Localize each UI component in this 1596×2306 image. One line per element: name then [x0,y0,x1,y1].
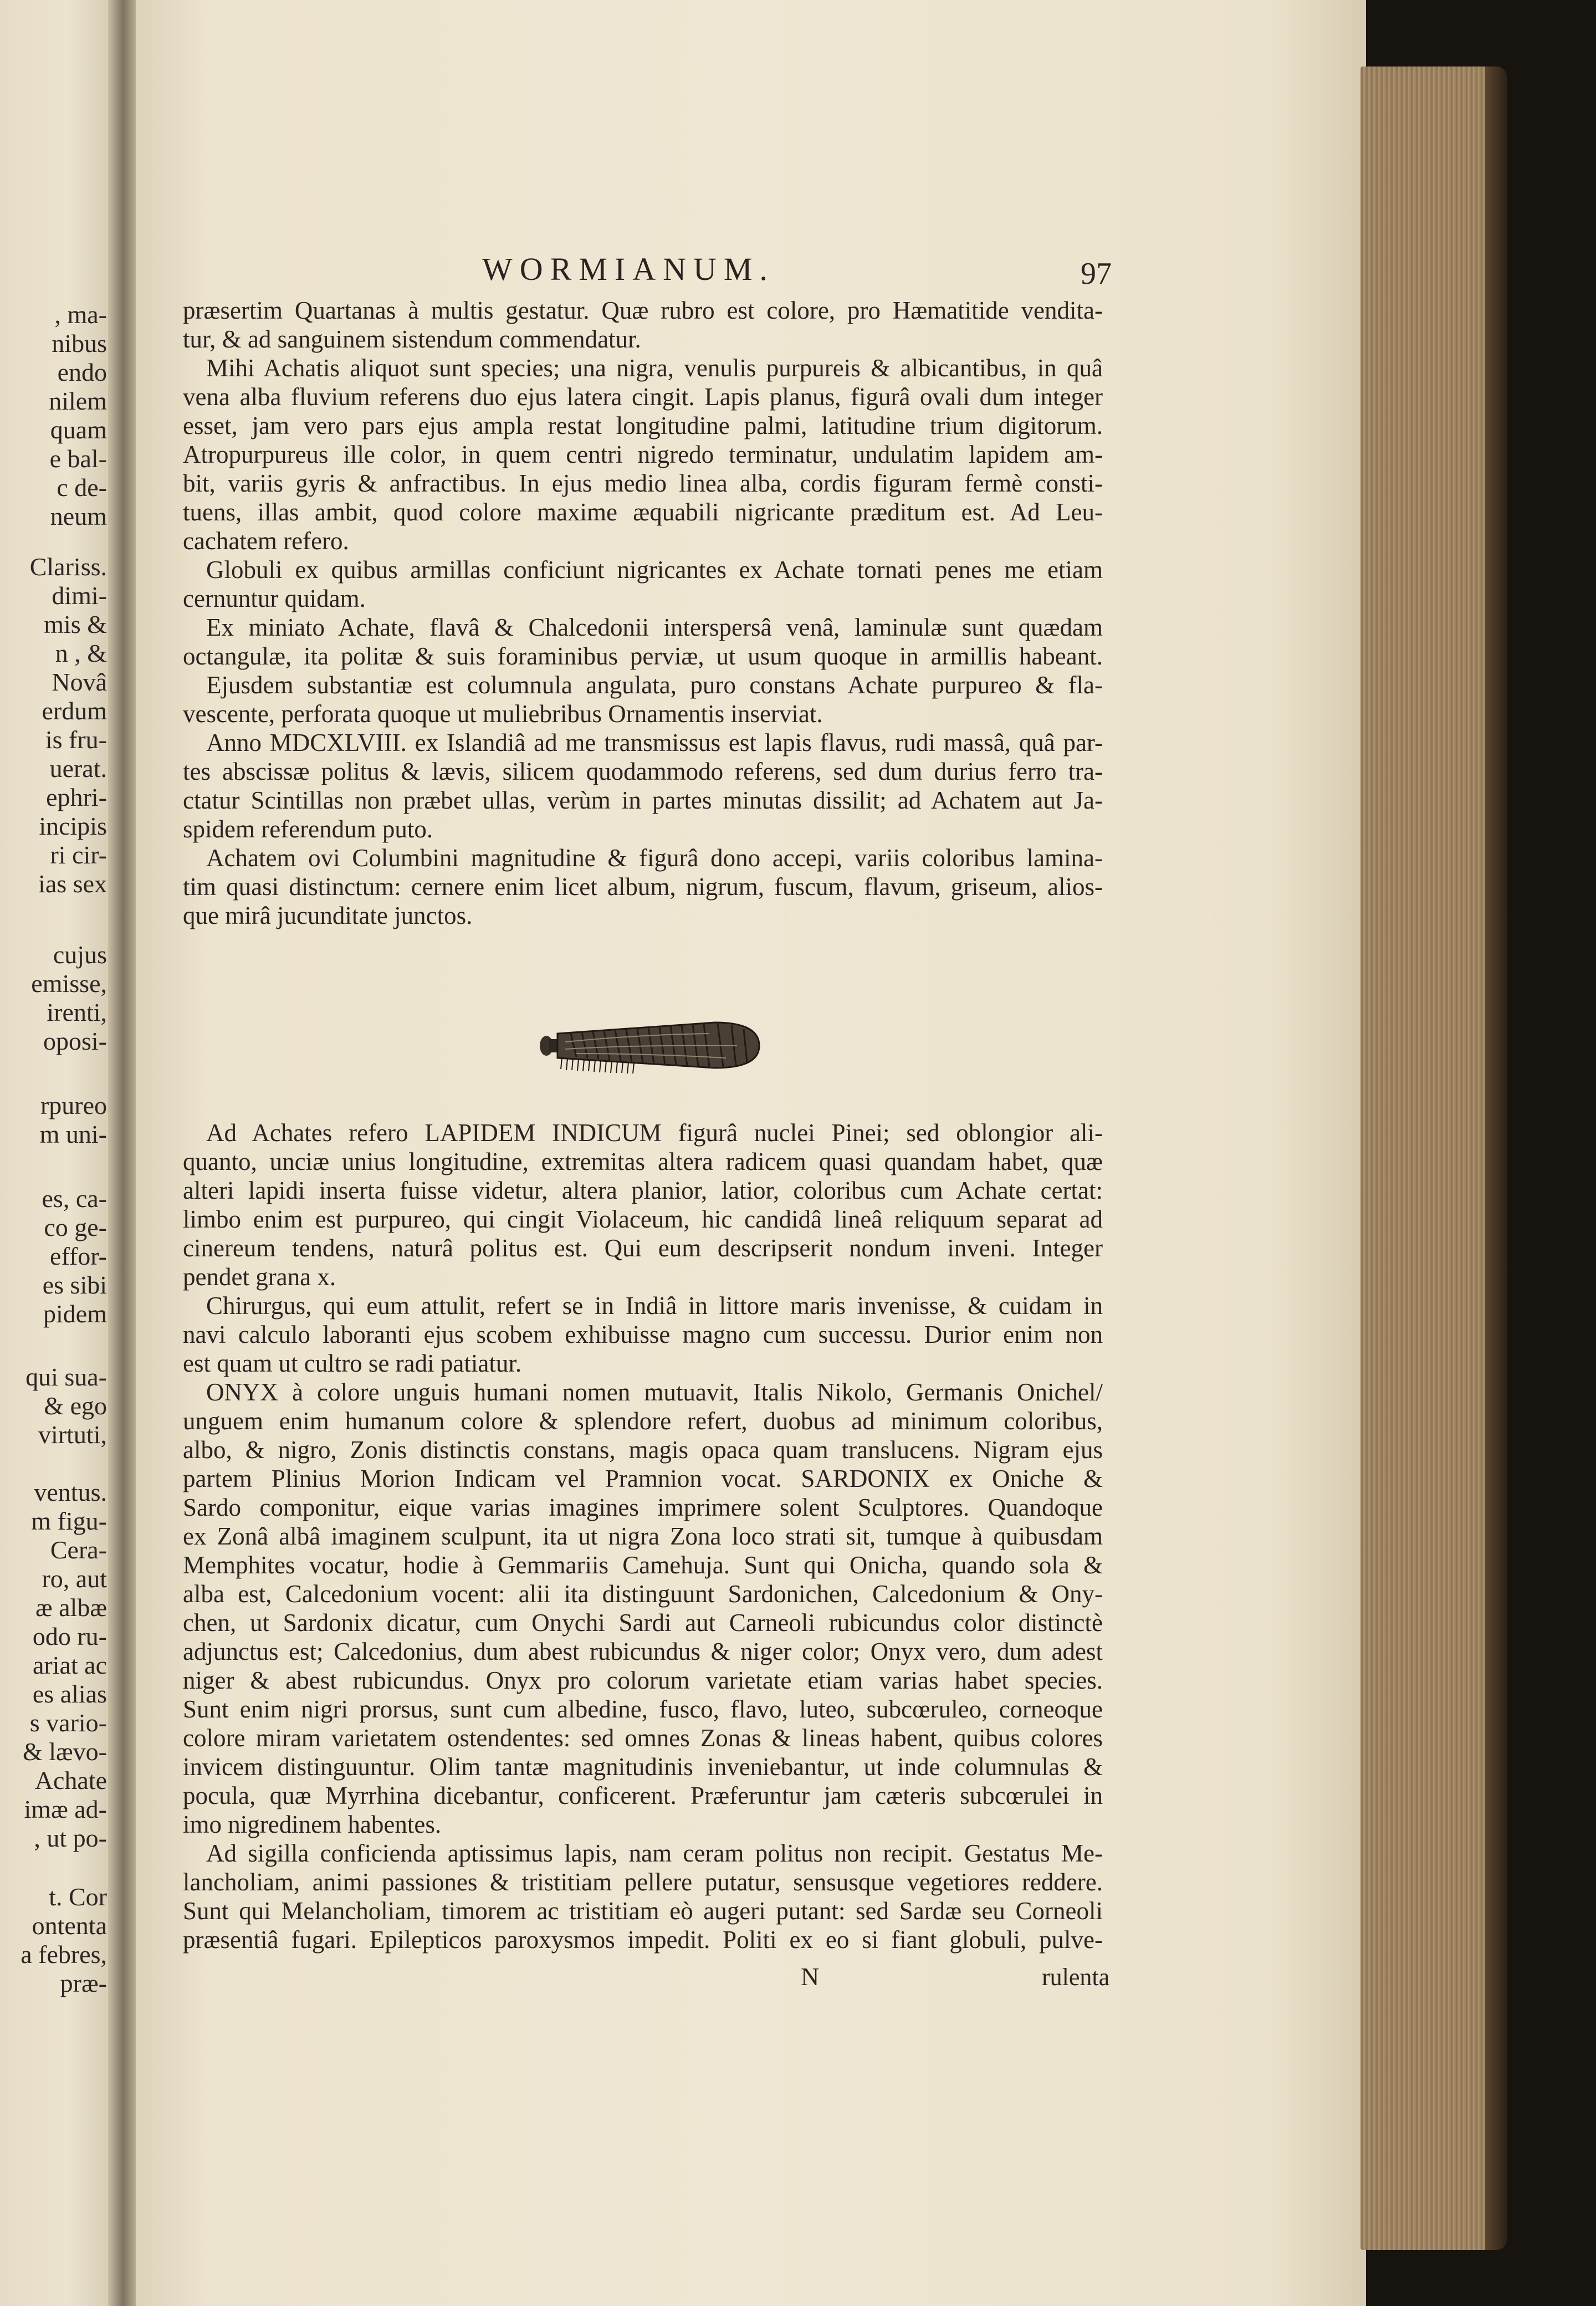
left-page-line-fragment: c de- [57,473,107,502]
left-page-line-fragment: ro, aut [42,1564,107,1593]
left-page-line-fragment: es alias [32,1680,107,1708]
left-page-line-fragment: incipis [39,812,107,840]
text-line: ONYX à colore unguis humani nomen mutuavit, Italis Nikolo, Germanis Onichel/ [206,1378,1103,1406]
text-line: præsentiâ fugari. Epilepticos paroxysmos impedit. Politi ex eo si fiant globuli, pulve- [183,1926,1103,1954]
left-page-line-fragment: nilem [49,387,107,415]
text-line: Anno MDCXLVIII. ex Islandiâ ad me transmissus est lapis flavus, rudi massâ, quâ par- [206,729,1103,756]
text-line: Mihi Achatis aliquot sunt species; una nigra, venulis purpureis & albicantibus, in quâ [206,354,1103,382]
lapis-indicus-woodcut-icon [526,1017,776,1078]
left-page-line-fragment: ventus. [34,1478,107,1506]
left-page-line-fragment: es, ca- [42,1184,107,1213]
left-page-line-fragment: præ- [60,1969,107,1997]
text-line: Ad sigilla conficienda aptissimus lapis, nam ceram politus non recipit. Gestatus Me- [206,1839,1103,1867]
left-page-line-fragment: Novâ [52,668,107,696]
left-page-line-fragment: qui sua- [25,1363,107,1391]
left-page-line-fragment: rpureo [40,1091,107,1119]
text-line: limbo enim est purpureo, qui cingit Violaceum, hic candidâ lineâ reliquum separat ad [183,1205,1103,1233]
text-line: Atropurpureus ille color, in quem centri nigredo terminatur, undulatim lapidem am- [183,441,1103,468]
text-line: vescente, perforata quoque ut muliebribus Ornamentis inserviat. [183,700,823,728]
left-page-line-fragment: irenti, [47,998,107,1026]
left-page-line-fragment: odo ru- [32,1622,107,1650]
left-page-line-fragment: virtuti, [38,1420,107,1449]
left-page-line-fragment: cujus [53,940,107,969]
text-line: vena alba fluvium referens duo ejus latera cingit. Lapis planus, figurâ ovali dum integer [183,383,1103,411]
left-page-line-fragment: n , & [55,639,107,667]
left-page-line-fragment: is fru- [45,725,107,754]
left-page-line-fragment: m figu- [31,1507,107,1535]
text-line: spidem referendum puto. [183,815,433,843]
text-line: niger & abest rubicundus. Onyx pro colorum varietate etiam varias habet species. [183,1666,1103,1694]
text-line: Sunt qui Melancholiam, timorem ac tristitiam eò augeri putant: sed Sardæ seu Corneoli [183,1897,1103,1925]
left-page-line-fragment: , ut po- [34,1824,107,1852]
left-page-line-fragment: , ma- [54,300,107,329]
text-line: invicem distinguuntur. Olim tantæ magnitudinis inveniebantur, ut inde columnulas & [183,1753,1103,1781]
left-page-line-fragment: Cera- [50,1536,107,1564]
left-page-line-fragment: imæ ad- [24,1795,107,1823]
text-line: octangulæ, ita politæ & suis foraminibus perviæ, ut usum quoque in armillis habeant. [183,642,1103,670]
text-line: est quam ut cultro se radi patiatur. [183,1349,522,1377]
left-page-line-fragment: ri cir- [50,841,107,869]
text-line: esset, jam vero pars ejus ampla restat longitudine palmi, latitudine trium digitorum. [183,412,1103,439]
text-line: bit, variis gyris & anfractibus. In ejus medio linea alba, cordis figuram fermè consti- [183,469,1103,497]
left-page-line-fragment: Clariss. [29,553,107,581]
text-line: Sardo componitur, eique varias imagines imprimere solent Sculptores. Quandoque [183,1494,1103,1521]
left-page-line-fragment: dimi- [52,581,107,610]
text-line: Ex miniato Achate, flavâ & Chalcedonii interspersâ venâ, laminulæ sunt quædam [206,613,1103,641]
running-title: WORMIANUM. [482,251,775,287]
left-page-line-fragment: emisse, [31,969,107,998]
text-line: pocula, quæ Myrrhina dicebantur, conficerent. Præferuntur jam cæteris subcœrulei in [183,1782,1103,1809]
text-line: Globuli ex quibus armillas conficiunt nigricantes ex Achate tornati penes me etiam [206,556,1103,584]
text-line: partem Plinius Morion Indicam vel Pramnion vocat. SARDONIX ex Oniche & [183,1465,1103,1492]
left-page-line-fragment: quam [50,416,107,444]
left-page-line-fragment: a febres, [21,1940,107,1968]
text-line: Achatem ovi Columbini magnitudine & figurâ dono accepi, variis coloribus lamina- [206,844,1103,872]
text-line: lancholiam, animi passiones & tristitiam pellere putatur, sensusque vegetiores reddere. [183,1868,1103,1896]
left-page-line-fragment: co ge- [44,1213,107,1241]
left-page-line-fragment: ariat ac [32,1651,107,1679]
left-page-line-fragment: es sibi [42,1271,107,1299]
left-page-line-fragment: e bal- [49,444,107,473]
text-line: Memphites vocatur, hodie à Gemmariis Camehuja. Sunt qui Onicha, quando sola & [183,1551,1103,1579]
left-page-line-fragment: endo [57,358,107,386]
text-line: pendet grana x. [183,1263,336,1291]
text-line: alba est, Calcedonium vocent: alii ita distinguunt Sardonichen, Calcedonium & Ony- [183,1580,1103,1608]
text-line: Ejusdem substantiæ est columnula angulata, puro constans Achate purpureo & fla- [206,671,1103,699]
book-edge-shadow [1485,67,1507,2250]
text-line: cernuntur quidam. [183,585,366,612]
left-page-line-fragment: æ albæ [35,1593,107,1622]
left-page-line-fragment: neum [50,502,107,530]
book-fore-edge [1360,67,1493,2250]
text-line: Chirurgus, qui eum attulit, refert se in Indiâ in littore maris invenisse, & cuidam in [206,1292,1103,1320]
left-page-line-fragment: ontenta [32,1911,107,1940]
text-line: imo nigredinem habentes. [183,1811,442,1838]
text-line: Ad Achates refero LAPIDEM INDICUM figurâ nuclei Pinei; sed oblongior ali- [206,1119,1103,1147]
text-line: adjunctus est; Calcedonius, dum abest rubicundus & niger color; Onyx vero, dum adest [183,1638,1103,1665]
text-line: colore miram varietatem ostendentes: sed omnes Zonas & lineas habent, quibus colores [183,1724,1103,1752]
text-line: ctatur Scintillas non præbet ullas, verùm in partes minutas dissilit; ad Achatem aut Ja- [183,786,1103,814]
text-line: tim quasi distinctum: cernere enim licet album, nigrum, fuscum, flavum, griseum, alios- [183,873,1103,901]
left-page-line-fragment: effor- [50,1242,107,1270]
text-line: tuens, illas ambit, quod colore maxime æquabili nigricante præditum est. Ad Leu- [183,498,1103,526]
left-page-line-fragment: nibus [52,329,107,357]
text-line: navi calculo laboranti ejus scobem exhibuisse magno cum successu. Durior enim non [183,1321,1103,1348]
page-number: 97 [1081,257,1112,291]
left-page-line-fragment: pidem [43,1300,107,1328]
left-page-line-fragment: uerat. [49,754,107,783]
left-page-line-fragment: & ego [44,1392,107,1420]
text-line: unguem enim humanum colore & splendore refert, duobus ad minimum coloribus, [183,1407,1103,1435]
signature-mark: N [801,1962,820,1991]
left-page-line-fragment: & lævo- [22,1737,107,1766]
text-line: præsertim Quartanas à multis gestatur. Quæ rubro est colore, pro Hæmatitide vendita- [183,296,1103,324]
text-line: Sunt enim nigri prorsus, sunt cum albedine, fusco, flavo, luteo, subcœruleo, corneoque [183,1695,1103,1723]
catchword: rulenta [1042,1964,1110,1991]
text-line: albo, & nigro, Zonis distinctis constans, magis opaca quam translucens. Nigram ejus [183,1436,1103,1464]
text-line: tur, & ad sanguinem sistendum commendatur. [183,325,641,353]
text-line: chen, ut Sardonix dicatur, cum Onychi Sardi aut Carneoli rubicundus color distinctè [183,1609,1103,1637]
text-line: que mirâ jucunditate junctos. [183,902,473,929]
left-page-line-fragment: ephri- [46,783,107,811]
text-line: alteri lapidi inserta fuisse videtur, altera planior, latior, coloribus cum Achate certat: [183,1177,1103,1204]
text-line: tes abscissæ politus & lævis, silicem quodammodo referens, sed dum durius ferro tra- [183,758,1103,785]
left-page-line-fragment: Achate [34,1766,107,1794]
left-page [0,0,114,2306]
text-line: quanto, unciæ unius longitudine, extremitas altera radicem quasi quandam habet, quæ [183,1148,1103,1175]
text-line: cachatem refero. [183,527,349,555]
left-page-line-fragment: s vario- [29,1709,107,1737]
left-page-line-fragment: oposi- [43,1027,107,1055]
left-page-line-fragment: t. Cor [49,1883,107,1911]
left-page-line-fragment: erdum [42,697,107,725]
left-page-line-fragment: m uni- [39,1120,107,1148]
left-page-line-fragment: mis & [44,610,107,638]
left-page-line-fragment: ias sex [38,870,107,898]
text-line: ex Zonâ albâ imaginem sculpunt, ita ut nigra Zona loco strati sit, tumque à quibusdam [183,1522,1103,1550]
text-line: cinereum tendens, naturâ politus est. Qui eum descripserit nondum inveni. Integer [183,1234,1103,1262]
